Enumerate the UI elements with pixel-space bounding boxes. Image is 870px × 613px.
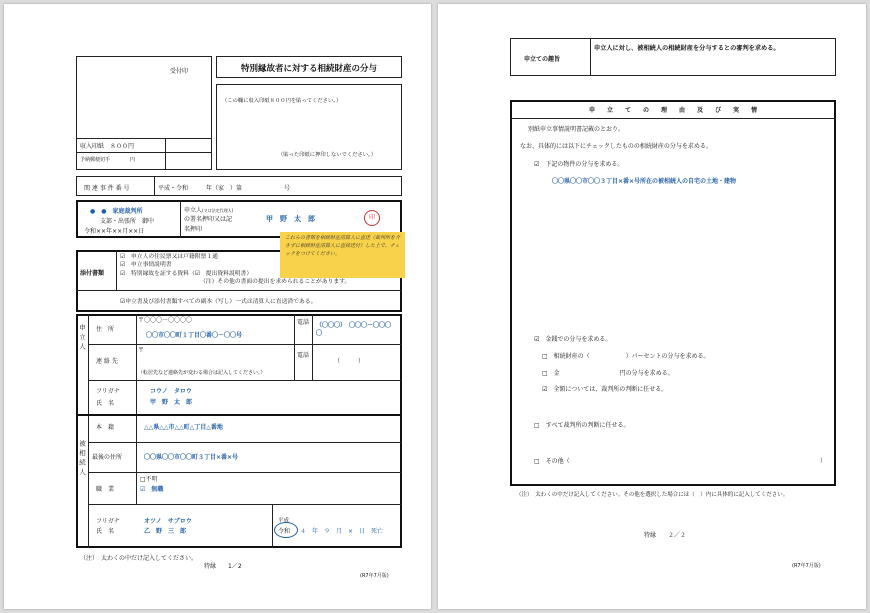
money-amount-option: □ 金 円の分与を求める。: [542, 370, 674, 377]
applicant-furigana: コウノ タロウ: [150, 388, 192, 395]
related-case-label: 関 連 事 件 番 号: [84, 185, 130, 192]
related-case-value: 平成・令和 年（家 ）第 号: [158, 185, 291, 192]
address-label: 住 所: [96, 326, 115, 333]
direct-delivery-notice: これらの書類を相続財産清算人に直送（裁判所を介さずに相続財産清算人に直接送付）した上で、チェックをつけてください。: [280, 232, 405, 278]
court-branch: 支部・出張所 御中: [100, 218, 155, 225]
contact-postal: 〒: [138, 347, 145, 354]
contact-phone-label: 電話: [297, 352, 310, 359]
page-title: 特別縁故者に対する相続財産の分与: [240, 64, 377, 74]
address-value: 〇〇市〇〇町１丁目〇番〇－〇〇号: [146, 332, 243, 339]
copy-sent-note: ☑申立書及び添付書類すべての副本（写し）一式は清算人に直送済である。: [120, 299, 317, 305]
decedent-section-label: 被相続人: [78, 440, 86, 478]
occupation-value: ☑ 無職: [140, 486, 164, 493]
attachment-item: ☑ 特別縁故を証する資料（☑ 提出資料説明書）: [120, 270, 253, 277]
contact-note: （転居先など連絡先が変わる場合は記入してください。）: [138, 370, 266, 376]
applicant-name: 甲 野 太 郎: [150, 399, 193, 406]
parties-table: [76, 314, 402, 548]
purpose-text: 申立人に対し、被相続人の相続財産を分与するとの審判を求める。: [594, 45, 780, 52]
reason-header: 申 立 て の 理 由 及 び 実 情: [588, 107, 757, 114]
domicile-label: 本 籍: [96, 424, 115, 431]
phone-label: 電話: [297, 319, 310, 326]
applicant-sign-label: 申立人(又は法定代理人) の署名押印又は記 名押印: [184, 207, 234, 233]
era-reiwa: 令和: [278, 528, 291, 535]
court-name: ● ● 家庭裁判所: [90, 208, 143, 215]
no-seal-note: （貼った印紙に押印しないでください。）: [278, 152, 376, 158]
option-other-close: ）: [820, 458, 827, 465]
money-percent-option: □ 相続財産の（ ）パーセントの分与を求める。: [542, 353, 710, 360]
filing-date: 令和××年××月××日: [84, 228, 145, 235]
revenue-stamp-label: 収入印紙 ８００円: [80, 143, 135, 150]
occupation-label: 職 業: [96, 486, 115, 493]
contact-label: 連 絡 先: [96, 358, 118, 365]
version-label: (R7年7月版): [792, 563, 821, 569]
attachment-note: （注）その他の書面の提出を求められることがあります。: [200, 279, 351, 286]
purpose-label: 申立ての趣旨: [524, 56, 561, 63]
postal-code: 〒〇〇〇－〇〇〇〇: [138, 317, 193, 324]
page-number: 特縁 1／2: [204, 563, 242, 570]
applicant-name-label: 氏 名: [96, 400, 115, 407]
applicant-signature: 甲 野 太 郎: [266, 215, 315, 223]
option-other: □ その他（: [534, 458, 570, 465]
decedent-furigana: オツノ サブロウ: [144, 518, 192, 525]
era-heisei: 平成: [278, 518, 290, 524]
occupation-unknown: □不明: [140, 476, 158, 483]
reason-line-1: 別紙申立事情説明書記載のとおり。: [528, 126, 625, 133]
postage-label: 予納郵便切手 円: [80, 157, 136, 163]
page-number: 特縁 ２／２: [644, 532, 687, 539]
era-circle: [274, 522, 298, 538]
applicant-furigana-label: フリガナ: [96, 388, 120, 395]
reason-line-2: なお、具体的には以下にチェックしたものの相続財産の分与を求める。: [520, 143, 712, 150]
decedent-name-label: 氏 名: [96, 528, 115, 535]
form-page-2: [438, 4, 866, 609]
decedent-furigana-label: フリガナ: [96, 518, 120, 525]
footer-note: （注） 太わくの中だけ記入してください。その他を選択した場合には（ ）内に具体的に記入してください。: [516, 492, 789, 498]
property-detail: 〇〇県〇〇市〇〇３丁目×番×号所在の被相続人の自宅の土地・建物: [552, 178, 737, 185]
contact-phone-value: （ ）: [334, 358, 365, 365]
attachment-item: ☑ 申立事情説明書: [120, 262, 172, 269]
decedent-name: 乙 野 三 郎: [144, 528, 187, 535]
attachments-label: 添付書類: [80, 270, 105, 277]
seal-mark: 印: [364, 210, 380, 226]
option-money: ☑ 金銭での分与を求める。: [534, 336, 612, 343]
option-property: ☑ 下記の物件の分与を求める。: [534, 161, 624, 168]
domicile-value: △△県△△市△△町△丁目△番地: [144, 424, 223, 431]
phone-value: （〇〇〇） 〇〇〇－〇〇〇〇: [316, 322, 392, 338]
death-date: ４ 年 ９ 月 × 日 死亡: [300, 528, 384, 535]
applicant-section-label: 申立人: [78, 324, 86, 353]
last-address-label: 最後の住所: [92, 454, 123, 461]
last-address-value: 〇〇県〇〇市〇〇町３丁目×番×号: [144, 454, 239, 461]
money-court-option: ☑ 全額については、裁判所の判断に任せる。: [542, 386, 668, 393]
option-all-court: □ すべて裁判所の判断に任せる。: [534, 422, 630, 429]
attachment-item: ☑ 申立人の住民票又は戸籍附票１通: [120, 254, 218, 260]
footer-note: （注） 太わくの中だけ記入してください。: [80, 555, 198, 562]
stamp-instruction: （この欄に収入印紙８００円を貼ってください。）: [222, 98, 342, 104]
version-label: (R7年7月版): [360, 573, 389, 579]
form-page-1: [4, 4, 431, 609]
receipt-stamp-label: 受付印: [170, 68, 189, 75]
